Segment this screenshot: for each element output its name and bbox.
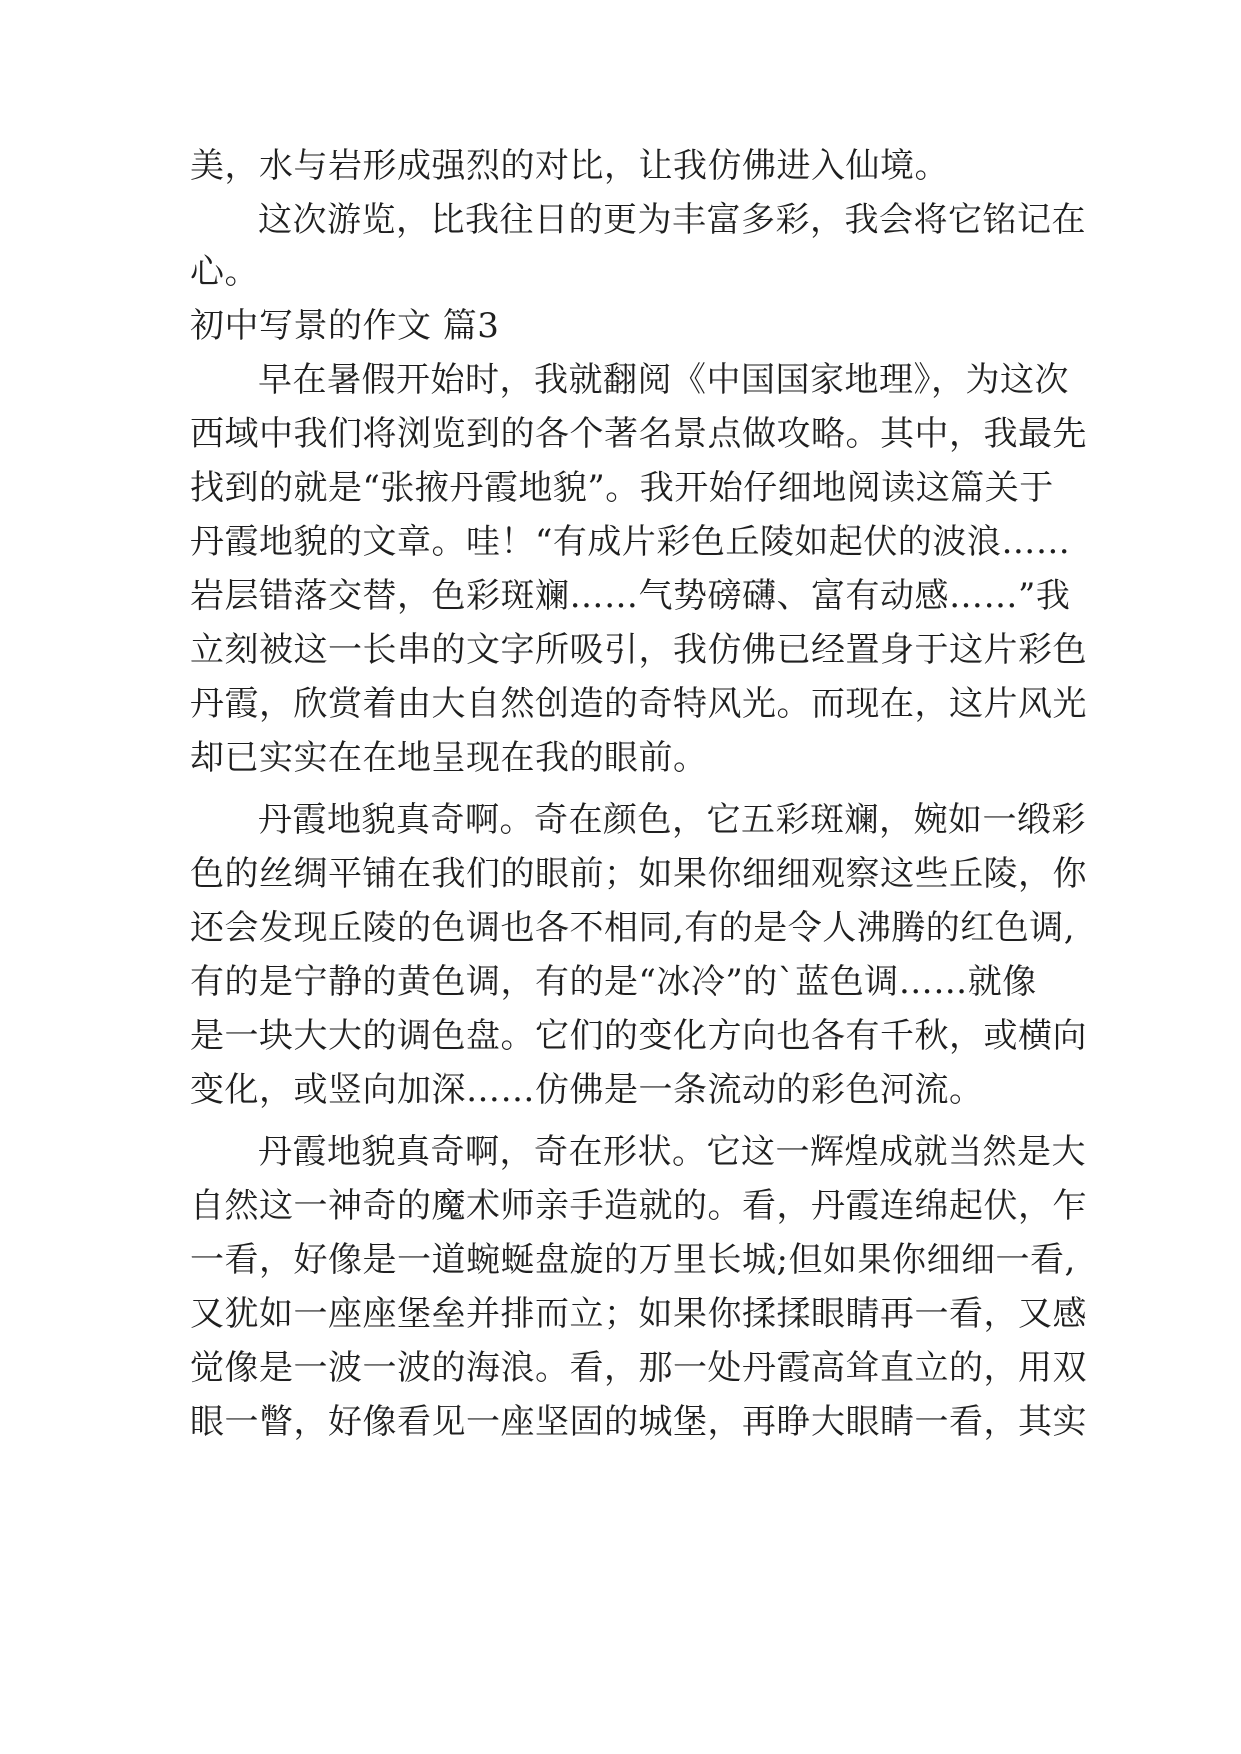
text-line-10: 立刻被这一长串的文字所吸引，我仿佛已经置身于这片彩色 xyxy=(190,630,1087,670)
text-line-6: 西域中我们将浏览到的各个著名景点做攻略。其中，我最先 xyxy=(190,414,1087,454)
text-line-2: 这次游览，比我往日的更为丰富多彩，我会将它铭记在 xyxy=(258,200,1086,240)
section-heading: 初中写景的作文 篇3 xyxy=(190,306,500,346)
text-line-8: 丹霞地貌的文章。哇！“有成片彩色丘陵如起伏的波浪…… xyxy=(190,522,1071,562)
text-line-18: 变化，或竖向加深……仿佛是一条流动的彩色河流。 xyxy=(190,1070,984,1110)
text-line-24: 眼一瞥，好像看见一座坚固的城堡，再睁大眼睛一看，其实 xyxy=(190,1402,1087,1442)
text-line-9: 岩层错落交替，色彩斑斓……气势磅礴、富有动感……”我 xyxy=(190,576,1071,616)
text-line-20: 自然这一神奇的魔术师亲手造就的。看，丹霞连绵起伏，乍 xyxy=(190,1186,1087,1226)
text-line-17: 是一块大大的调色盘。它们的变化方向也各有千秋，或横向 xyxy=(190,1016,1087,1056)
text-line-23: 觉像是一波一波的海浪。看，那一处丹霞高耸直立的，用双 xyxy=(190,1348,1087,1388)
text-line-1: 美，水与岩形成强烈的对比，让我仿佛进入仙境。 xyxy=(190,146,949,186)
text-line-7: 找到的就是“张掖丹霞地貌”。我开始仔细地阅读这篇关于 xyxy=(190,468,1054,508)
text-line-21: 一看，好像是一道蜿蜒盘旋的万里长城;但如果你细细一看, xyxy=(190,1240,1076,1280)
text-line-13: 丹霞地貌真奇啊。奇在颜色，它五彩斑斓，婉如一缎彩 xyxy=(258,800,1086,840)
text-line-3: 心。 xyxy=(190,252,259,292)
text-line-5: 早在暑假开始时，我就翻阅《中国国家地理》，为这次 xyxy=(258,360,1069,400)
text-line-16: 有的是宁静的黄色调，有的是“冰冷”的`蓝色调……就像 xyxy=(190,962,1037,1002)
text-line-22: 又犹如一座座堡垒并排而立；如果你揉揉眼睛再一看，又感 xyxy=(190,1294,1087,1334)
text-line-15: 还会发现丘陵的色调也各不相同,有的是令人沸腾的红色调, xyxy=(190,908,1076,948)
text-line-12: 却已实实在在地呈现在我的眼前。 xyxy=(190,738,708,778)
text-line-11: 丹霞，欣赏着由大自然创造的奇特风光。而现在，这片风光 xyxy=(190,684,1087,724)
text-line-19: 丹霞地貌真奇啊，奇在形状。它这一辉煌成就当然是大 xyxy=(258,1132,1086,1172)
text-line-14: 色的丝绸平铺在我们的眼前；如果你细细观察这些丘陵，你 xyxy=(190,854,1087,894)
